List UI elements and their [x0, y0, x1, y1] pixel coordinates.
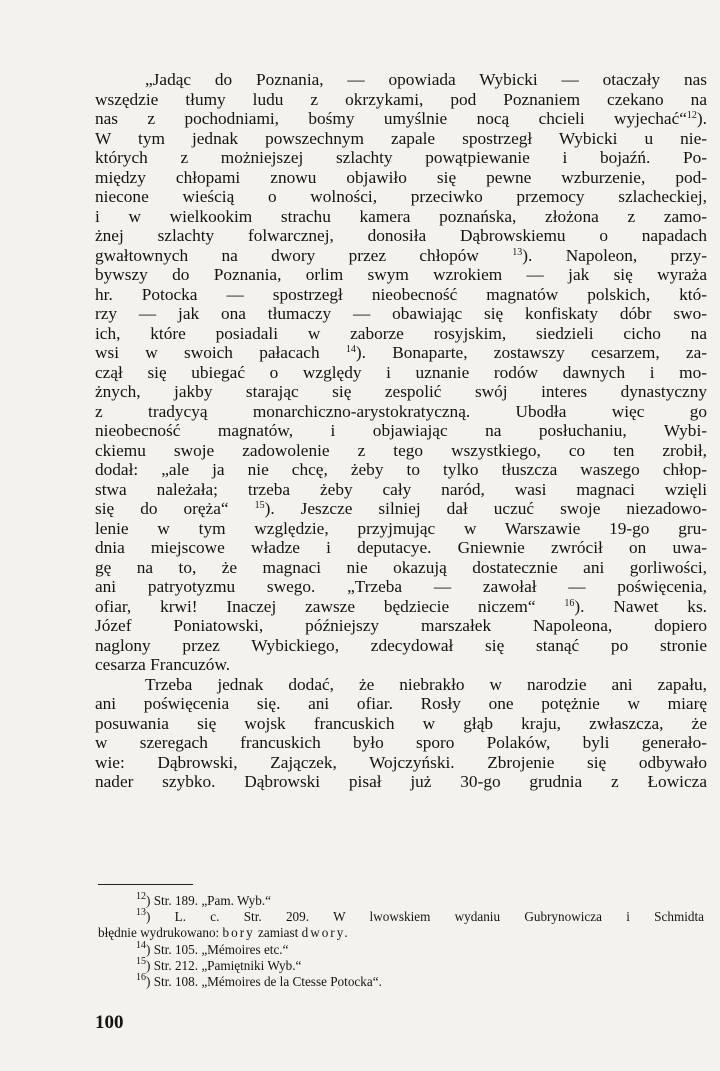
text-line: stwa należała; trzeba żeby cały naród, wasi magnaci wzięli [95, 479, 707, 499]
text-line: żnych, jakby starając się zespolić swój interes dynastyczny [95, 382, 707, 401]
text-line: Trzeba jednak dodać, że niebrakło w narodzie ani zapału, [145, 674, 707, 694]
text-line: posuwania się wojsk francuskich w głąb kraju, zwłaszcza, że [95, 713, 707, 733]
text-line: ani patryotyzmu swego. „Trzeba — zawołał — poświęcenia, [95, 577, 707, 596]
footnote-ref: 15 [254, 500, 265, 511]
text-line: ani poświęcenia się. ani ofiar. Rosły one potężnie w miarę [95, 694, 707, 713]
text-line: wie: Dąbrowski, Zajączek, Wojczyński. Zbrojenie się odbywało [95, 752, 707, 772]
footnote-ref: 13 [512, 246, 523, 258]
text-line: dnia miejscowe władze i deputacye. Gniewnie zwrócił on uwa- [95, 538, 707, 557]
footnote-ref: 12 [686, 110, 697, 121]
text-line: dodał: „ale ja nie chcę, żeby to tylko tłuszcza waszego chłop- [95, 460, 707, 479]
text-line: W tym jednak powszechnym zapale spostrzegł Wybicki u nie- [95, 128, 707, 148]
text-line: w szeregach francuskich było sporo Polaków, byli generało- [95, 733, 707, 752]
footnote-12: $^{12}$) Str. 189. „Pam. Wyb.“ [136, 891, 271, 908]
text-line: nader szybko. Dąbrowski pisał już 30-go grudnia z Łowicza [95, 772, 707, 791]
main-text [95, 70, 707, 792]
text-line: gę na to, że magnaci nie okazują dostatecznie ani gorliwości, [95, 557, 707, 577]
text-line: czął się ubiegać o względy i uznanie rodów dawnych i mo- [95, 362, 707, 382]
footnote-13-continued: błędnie wydrukowano: bory zamiast dwory. [98, 925, 350, 941]
text-line: „Jadąc do Poznania, — opowiada Wybicki — otaczały nas [145, 70, 707, 89]
footnote-13: $^{13}$) L. c. Str. 209. W lwowskiem wydaniu Gubrynowicza i Schmidta [136, 907, 704, 925]
text-line: cesarza Francuzów. [95, 655, 231, 674]
text-line: niecone wieścią o wolności, przeciwko przemocy szlacheckiej, [95, 187, 707, 206]
page-number: 100 [95, 1012, 124, 1033]
text-line: bywszy do Poznania, orlim swym wzrokiem — jak się wyraża [95, 265, 707, 284]
text-line: rzy — jak ona tłumaczy — obawiając się konfiskaty dóbr swo- [95, 304, 707, 323]
text-line: żnej szlachty folwarcznej, donosiła Dąbrowskiemu o napadach [95, 226, 707, 245]
text-line: ofiar, krwi! Inaczej zawsze będziecie niczem“ $^{16}$). Nawet ks. [95, 596, 707, 616]
text-line: ckiemu swoje zadowolenie z tego wszystkiego, co ten zrobił, [95, 440, 707, 460]
text-line: wszędzie tłumy ludu z okrzykami, pod Poznaniem czekano na [95, 89, 707, 109]
text-line: ich, które posiadali w zaborze rosyjskim, siedzieli cicho na [95, 323, 707, 343]
text-line: naglony przez Wybickiego, zdecydował się stanąć po stronie [95, 635, 707, 655]
footnote-14: $^{14}$) Str. 105. „Mémoires etc.“ [136, 939, 289, 957]
text-line: hr. Potocka — spostrzegł nieobecność magnatów polskich, któ- [95, 284, 707, 304]
text-line: których z możniejszej szlachty powątpiewanie i bojaźń. Po- [95, 148, 707, 167]
text-line: między chłopami znowu objawiło się pewne wzburzenie, pod- [95, 167, 707, 187]
footnotes [98, 893, 708, 990]
text-line: lenie w tym względzie, przyjmując w Warszawie 19-go gru- [95, 518, 707, 538]
footnote-ref: 16 [564, 597, 575, 609]
text-line: gwałtownych na dwory przez chłopów $^{13}$). Napoleon, przy- [95, 245, 708, 265]
text-line: nieobecność magnatów, i objawiając na posłuchaniu, Wybi- [95, 421, 707, 440]
footnote-divider [98, 884, 193, 885]
text-line: z tradycyą monarchiczno-arystokratyczną. Ubodła więc go [95, 401, 707, 421]
text-line: nas z pochodniami, bośmy umyślnie nocą chcieli wyjechać“$^{12}$). [95, 109, 707, 128]
footnote-16: $^{16}$) Str. 108. „Mémoires de la Ctesse Potocka“. [136, 971, 382, 989]
text-line: i w wielkookim strachu kamera poznańska, złożona z zamo- [95, 206, 707, 226]
text-line: wsi w swoich pałacach $^{14}$). Bonaparte, zostawszy cesarzem, za- [95, 343, 707, 362]
text-line: się do oręża“ $^{15}$). Jeszcze silniej dał uczuć swoje niezadowo- [95, 499, 707, 518]
footnote-ref: 14 [345, 344, 356, 355]
text-line: Józef Poniatowski, późniejszy marszałek Napoleona, dopiero [95, 616, 707, 635]
footnote-15: $^{15}$) Str. 212. „Pamiętniki Wyb.“ [136, 955, 302, 973]
